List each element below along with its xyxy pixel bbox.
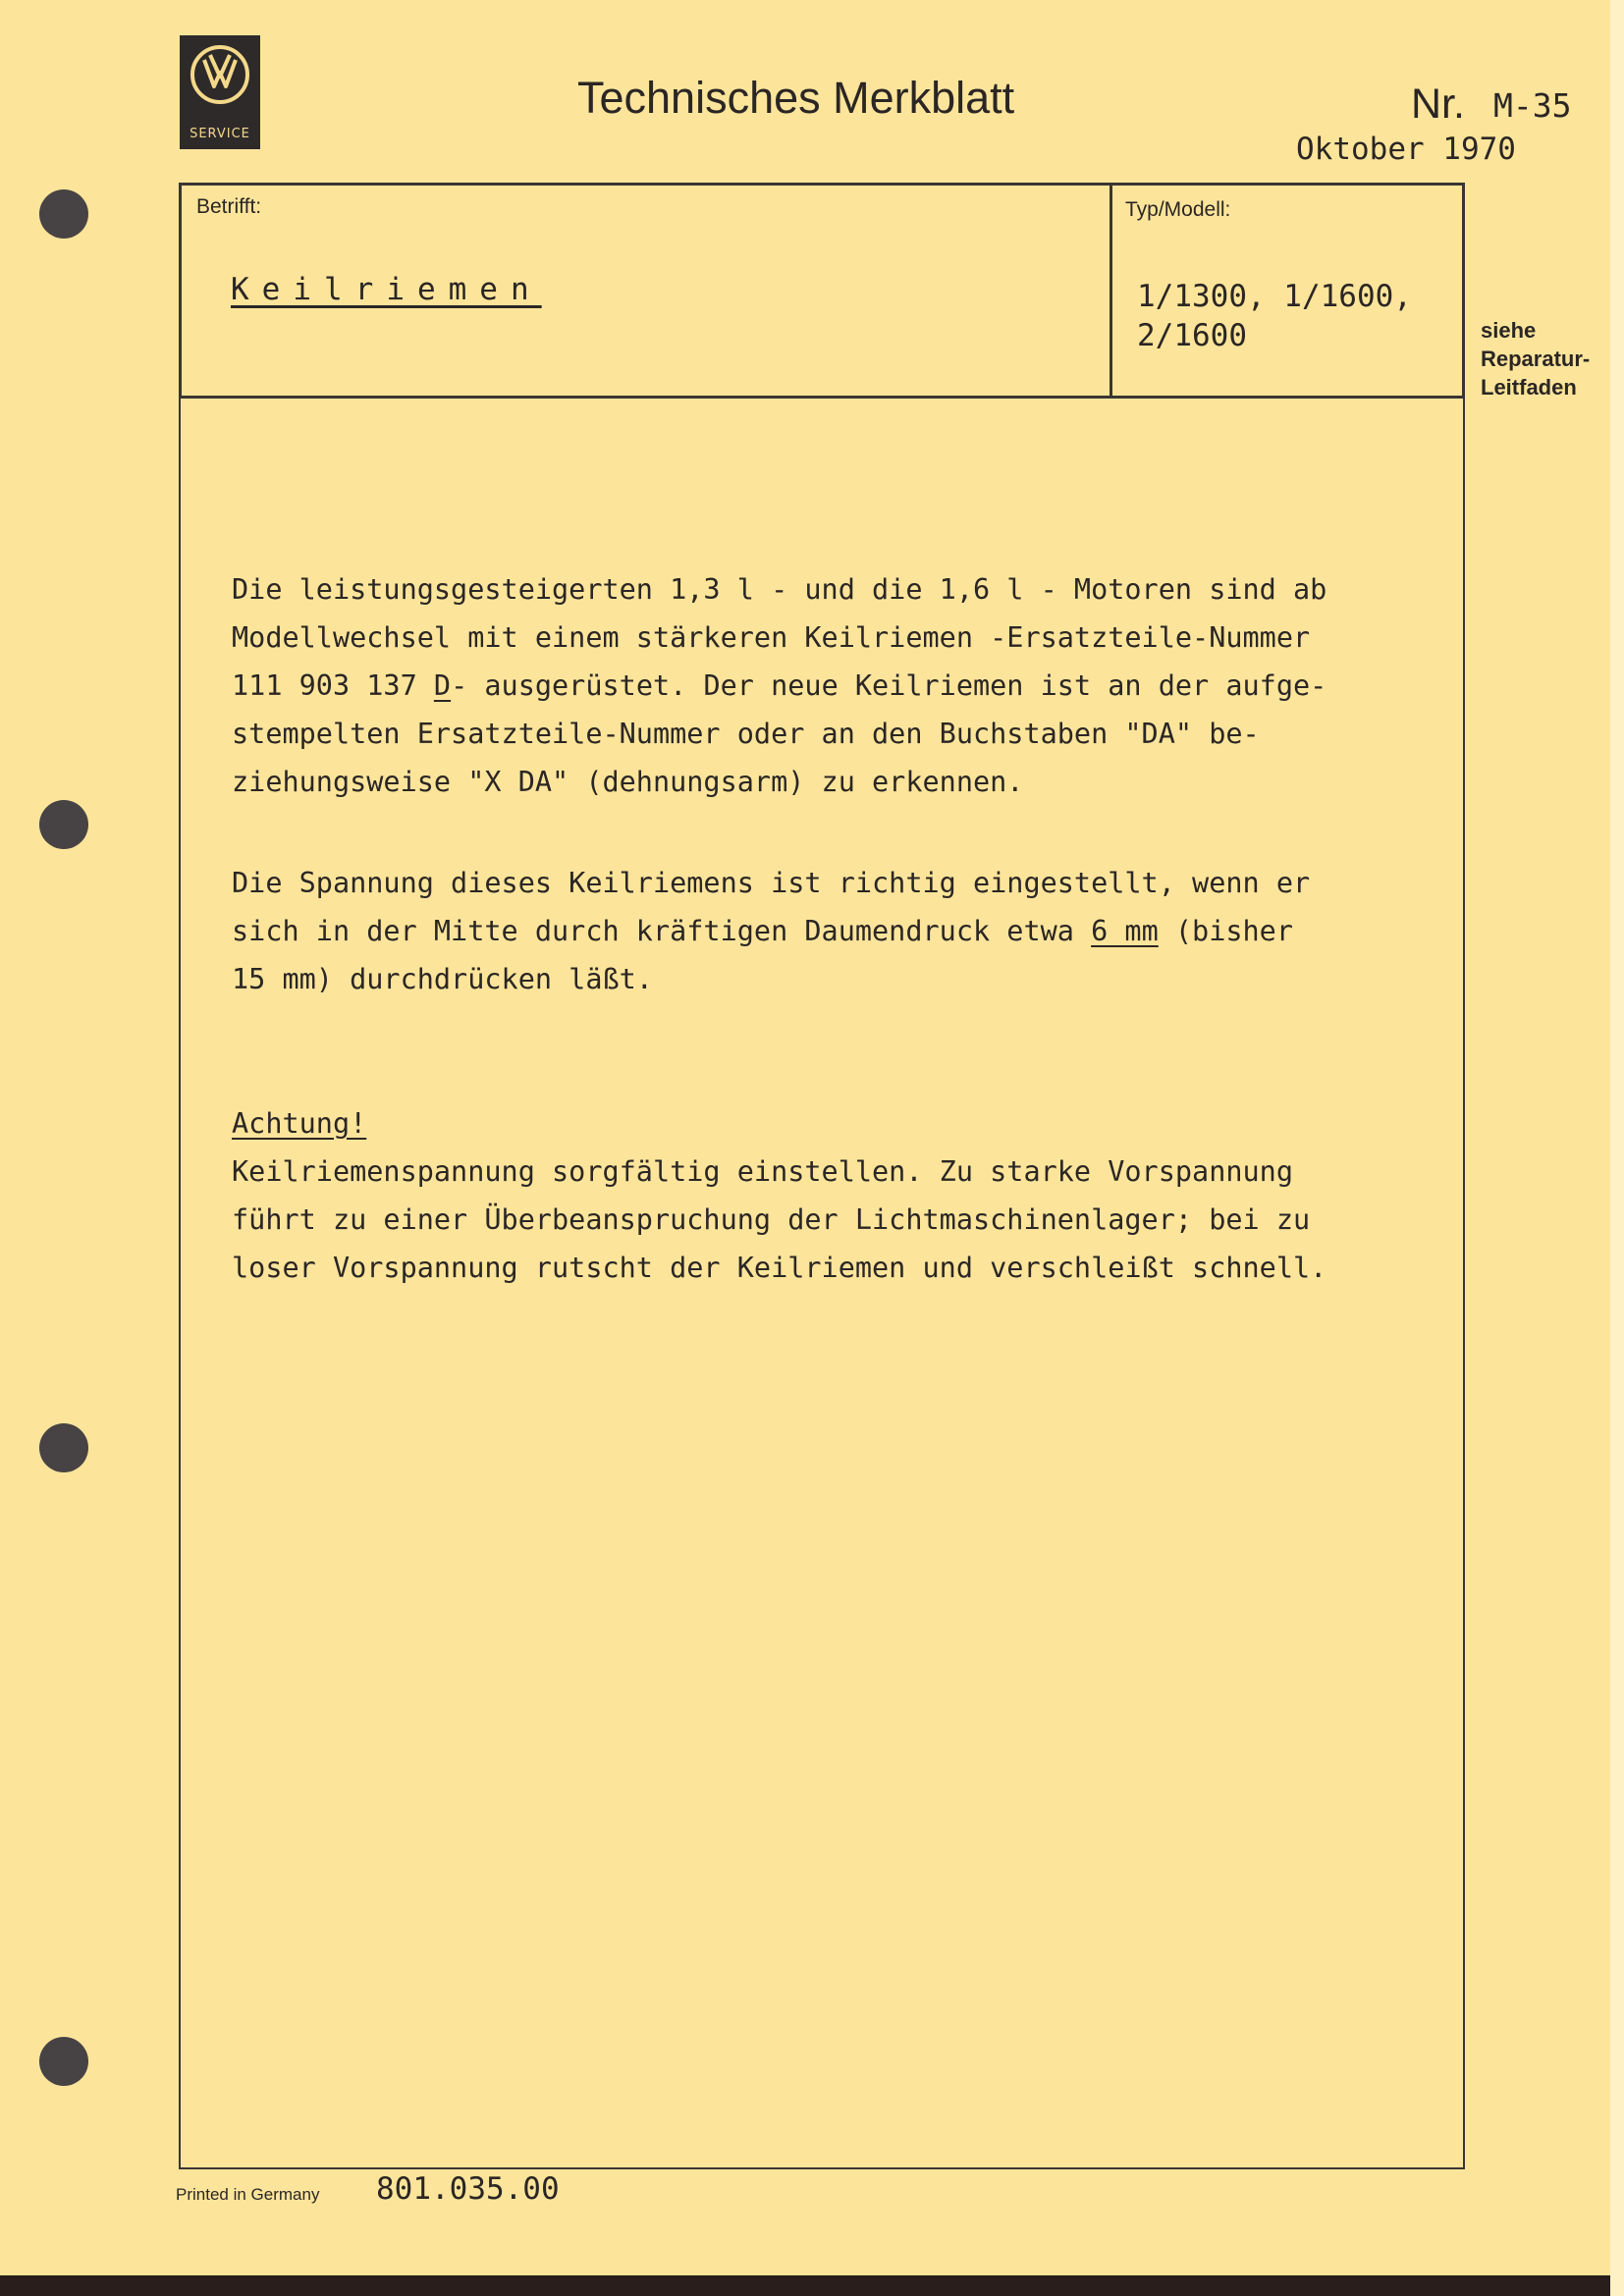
document-date: Oktober 1970	[1296, 132, 1516, 167]
vw-service-logo	[180, 35, 260, 149]
vw-emblem-icon	[189, 43, 251, 106]
text-line: stempelten Ersatzteile-Nummer oder an den Buchstaben "DA" be-	[232, 718, 1260, 750]
model-line: 1/1300, 1/1600,	[1137, 279, 1412, 314]
number-value: M-35	[1493, 86, 1572, 125]
punch-hole	[39, 1423, 88, 1472]
text-segment: (bisher	[1158, 915, 1294, 947]
logo-service-text: SERVICE	[189, 127, 250, 141]
form-number: 801.035.00	[376, 2171, 560, 2207]
subject-label: Betrifft:	[196, 195, 262, 218]
punch-hole	[39, 2037, 88, 2086]
text-segment: 111 903 137	[232, 669, 434, 702]
text-line: ziehungsweise "X DA" (dehnungsarm) zu erkennen.	[232, 766, 1024, 798]
text-line: 15 mm) durchdrücken läßt.	[232, 963, 653, 995]
punch-hole	[39, 800, 88, 849]
page-edge	[1610, 0, 1624, 2296]
text-line: Keilriemenspannung sorgfältig einstellen. Zu starke Vorspannung	[232, 1155, 1293, 1188]
text-line: Modellwechsel mit einem stärkeren Keilriemen -Ersatzteile-Nummer	[232, 621, 1311, 654]
side-note	[1481, 316, 1590, 401]
text-line: Die Spannung dieses Keilriemens ist richtig eingestellt, wenn er	[232, 867, 1311, 899]
model-label: Typ/Modell:	[1125, 198, 1231, 221]
printed-in-germany: Printed in Germany	[176, 2185, 320, 2204]
model-line: 2/1600	[1137, 318, 1247, 353]
underlined-text: D	[433, 669, 452, 702]
warning-heading: Achtung!	[232, 1107, 367, 1140]
paragraph-1	[232, 565, 1326, 806]
number-label: Nr.	[1411, 80, 1465, 128]
paragraph-2	[232, 859, 1310, 1003]
text-line: führt zu einer Überbeanspruchung der Lichtmaschinenlager; bei zu	[232, 1203, 1311, 1236]
text-line	[232, 662, 1326, 710]
text-segment: - ausgerüstet. Der neue Keilriemen ist an der aufge-	[451, 669, 1327, 702]
text-line	[232, 907, 1310, 955]
warning-section	[232, 1099, 1326, 1292]
text-segment: sich in der Mitte durch kräftigen Daumendruck etwa	[232, 915, 1092, 947]
text-line: loser Vorspannung rutscht der Keilriemen und verschleißt schnell.	[232, 1252, 1327, 1284]
model-values	[1137, 277, 1412, 355]
text-line: Die leistungsgesteigerten 1,3 l - und die 1,6 l - Motoren sind ab	[232, 573, 1327, 606]
underlined-text: 6 mm	[1091, 915, 1159, 947]
punch-hole	[39, 189, 88, 239]
document-title: Technisches Merkblatt	[577, 73, 1015, 123]
side-note-line: Leitfaden	[1481, 375, 1577, 400]
header-divider	[1110, 183, 1112, 399]
side-note-line: Reparatur-	[1481, 347, 1591, 371]
subject-value: Keilriemen	[231, 272, 542, 307]
side-note-line: siehe	[1481, 318, 1537, 343]
